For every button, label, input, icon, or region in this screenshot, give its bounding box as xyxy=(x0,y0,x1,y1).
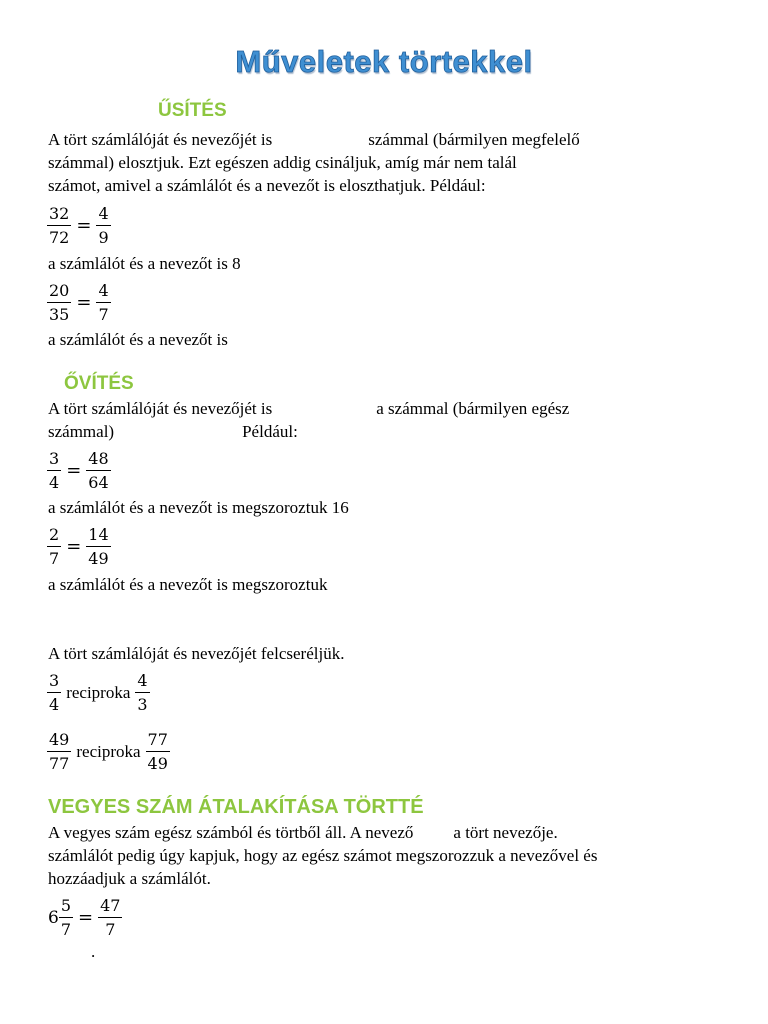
expand-line-1a: A tört számlálóját és nevezőjét is xyxy=(48,399,273,418)
simplify-example-1 xyxy=(48,203,110,248)
reciprocal-example-2 xyxy=(48,729,169,774)
expand-note-2: a számlálót és a nevezőt is megszoroztuk xyxy=(48,575,328,594)
fraction: $\frac{20}{35}$ xyxy=(49,281,70,324)
expand-line-2b: Például: xyxy=(242,422,298,441)
section-heading-expand: ŐVÍTÉS xyxy=(64,373,134,394)
fraction: $\frac{4}{3}$ xyxy=(137,671,148,714)
simplify-example-2 xyxy=(48,280,110,325)
equals-sign: = xyxy=(66,536,82,557)
mixed-line-3: hozzáadjuk a számlálót. xyxy=(48,869,211,888)
simplify-note-2: a számlálót és a nevezőt is xyxy=(48,330,228,349)
mixed-line-1b: a tört nevezője. xyxy=(453,823,558,842)
mixed-line-2: számlálót pedig úgy kapjuk, hogy az egész számot megszorozzuk a nevezővel és xyxy=(48,846,598,865)
simplify-line-1b: számmal (bármilyen megfelelő xyxy=(368,130,580,149)
reciprocal-line-1: A tört számlálóját és nevezőjét felcseréljük. xyxy=(48,644,345,663)
simplify-line-1 xyxy=(48,130,580,150)
fraction: $\frac{3}{4}$ xyxy=(49,671,60,714)
simplify-line-2: számmal) elosztjuk. Ezt egészen addig csináljuk, amíg már nem talál xyxy=(48,153,517,172)
equals-sign: = xyxy=(76,292,92,313)
equals-sign: = xyxy=(76,215,92,236)
fraction: $\frac{2}{7}$ xyxy=(49,525,60,568)
fraction: $\frac{47}{7}$ xyxy=(100,896,121,939)
mixed-line-1 xyxy=(48,823,558,843)
fraction: $\frac{3}{4}$ xyxy=(49,449,60,492)
expand-line-2a: számmal) xyxy=(48,422,115,441)
reciprocal-word: reciproka xyxy=(76,741,141,761)
trailing-period: . xyxy=(91,942,96,961)
simplify-note-1: a számlálót és a nevezőt is 8 xyxy=(48,254,241,273)
section-heading-simplify: ŰSÍTÉS xyxy=(158,100,227,121)
fraction: $\frac{4}{9}$ xyxy=(98,204,109,247)
equals-sign: = xyxy=(66,460,82,481)
section-heading-mixed: VEGYES SZÁM ÁTALAKÍTÁSA TÖRTTÉ xyxy=(48,796,424,818)
equals-sign: = xyxy=(78,907,94,928)
simplify-line-3: számot, amivel a számlálót és a nevezőt is eloszthatjuk. Például: xyxy=(48,176,486,195)
expand-example-1 xyxy=(48,448,110,493)
expand-example-2 xyxy=(48,524,110,569)
mixed-line-1a: A vegyes szám egész számból és törtből áll. A nevező xyxy=(48,823,414,842)
expand-line-1b: a számmal (bármilyen egész xyxy=(376,399,570,418)
page-title: Műveletek törtekkel xyxy=(235,44,533,79)
expand-line-2 xyxy=(48,422,298,442)
reciprocal-word: reciproka xyxy=(66,682,131,702)
fraction: $\frac{77}{49}$ xyxy=(147,730,168,773)
reciprocal-example-1 xyxy=(48,670,149,715)
expand-line-1 xyxy=(48,399,569,419)
mixed-example xyxy=(48,895,121,940)
expand-note-1: a számlálót és a nevezőt is megszoroztuk 16 xyxy=(48,498,349,517)
whole-part: 6 xyxy=(48,907,59,928)
fraction: $\frac{14}{49}$ xyxy=(88,525,109,568)
fraction: $\frac{32}{72}$ xyxy=(49,204,70,247)
fraction: $\frac{4}{7}$ xyxy=(98,281,109,324)
fraction: $\frac{48}{64}$ xyxy=(88,449,109,492)
fraction: $\frac{5}{7}$ xyxy=(60,896,72,939)
fraction: $\frac{49}{77}$ xyxy=(49,730,70,773)
simplify-line-1a: A tört számlálóját és nevezőjét is xyxy=(48,130,273,149)
